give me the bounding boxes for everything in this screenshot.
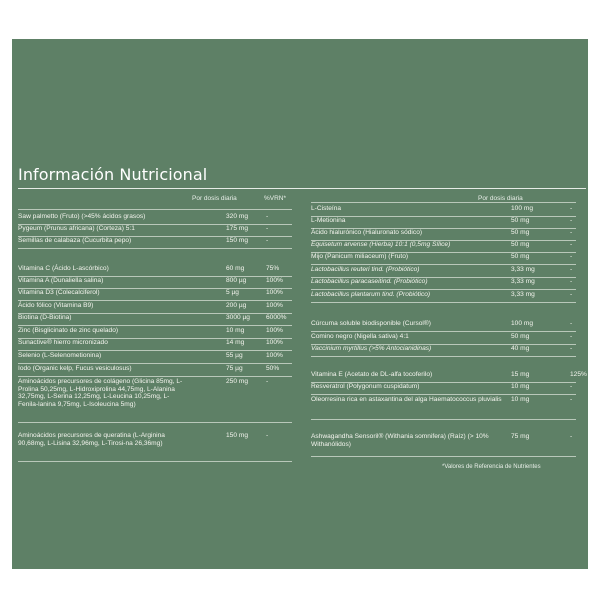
vrn-value: -: [266, 213, 269, 220]
row-divider: [311, 264, 576, 265]
nutrient-name: Vitamina A (Dunaliella salina): [18, 277, 104, 284]
dose-value: 3,33 mg: [511, 266, 535, 273]
vrn-value: 100%: [266, 277, 283, 284]
dose-value: 3,33 mg: [511, 291, 535, 298]
header-divider: [18, 209, 292, 210]
title-divider: [18, 188, 586, 189]
dose-value: 3000 µg: [226, 314, 250, 321]
page-title: Información Nutricional: [18, 165, 208, 184]
nutrient-name: Lactobacillus plantarum tind. (Probiótico): [311, 291, 431, 298]
vrn-value: -: [570, 333, 573, 340]
nutrient-name: Lactobacillus reuteri tind. (Probiótico): [311, 266, 420, 273]
dose-value: 40 mg: [511, 345, 530, 352]
left-table-row: [18, 432, 292, 462]
nutrient-name: Mijo (Panicum miliaceum) (Fruto): [311, 253, 409, 260]
dose-value: 5 µg: [226, 289, 239, 296]
row-divider: [18, 325, 292, 326]
dose-value: 100 mg: [511, 205, 533, 212]
dose-value: 100 mg: [511, 320, 533, 327]
right-table-row: [311, 433, 576, 457]
row-divider: [18, 461, 292, 462]
nutrient-name: Semillas de calabaza (Cucurbita pepo): [18, 237, 132, 244]
row-divider: [311, 289, 576, 290]
nutrient-name: Zinc (Bisglicinato de zinc quelado): [18, 327, 119, 334]
nutrient-name: Biotina (D-Biotina): [18, 314, 72, 321]
dose-value: 175 mg: [226, 225, 248, 232]
dose-value: 150 mg: [226, 237, 248, 244]
dose-value: 75 µg: [226, 365, 243, 372]
row-divider: [18, 350, 292, 351]
nutrient-name: Resveratrol (Polygonum cuspidatum): [311, 383, 420, 390]
dose-value: 200 µg: [226, 302, 247, 309]
vrn-value: -: [570, 229, 573, 236]
dose-value: 50 mg: [511, 241, 530, 248]
dose-value: 50 mg: [511, 217, 530, 224]
vrn-value: -: [266, 432, 269, 439]
row-divider: [18, 363, 292, 364]
nutrient-name: L-Metionina: [311, 217, 346, 224]
vrn-value: -: [570, 241, 573, 248]
right-table-row: [311, 396, 576, 420]
nutrient-name: L-Cisteína: [311, 205, 342, 212]
left-table-row: [18, 378, 292, 423]
dose-value: 250 mg: [226, 378, 248, 385]
dose-value: 10 mg: [511, 383, 530, 390]
nutrient-name: Comino negro (Nigella sativa) 4:1: [311, 333, 409, 340]
vrn-value: -: [570, 396, 573, 403]
vrn-value: -: [570, 253, 573, 260]
vrn-value: -: [266, 237, 269, 244]
vrn-value: 100%: [266, 352, 283, 359]
footnote: *Valores de Referencia de Nutrientes: [442, 464, 541, 470]
nutrient-name: Ácido fólico (Vitamina B9): [18, 302, 94, 309]
vrn-value: 75%: [266, 265, 280, 272]
row-divider: [311, 419, 576, 420]
row-divider: [18, 376, 292, 377]
dose-value: 320 mg: [226, 213, 248, 220]
nutrient-name: Vitamina E (Acetato de DL-alfa tocoferilo): [311, 371, 433, 378]
nutrient-name: Equisetum arvense (Hierba) 10:1 (0,5mg Sílice): [311, 241, 451, 248]
header-divider: [311, 202, 576, 203]
dose-value: 55 µg: [226, 352, 243, 359]
nutrient-name: Lactobacillus paracaseitind. (Probiótico): [311, 278, 428, 285]
row-divider: [311, 394, 576, 395]
dose-value: 75 mg: [511, 433, 530, 440]
row-divider: [311, 356, 576, 357]
vrn-value: -: [266, 378, 269, 385]
row-divider: [311, 456, 576, 457]
nutrient-name: Ashwagandha Sensoril® (Withania somnifera) (Raíz) (> 10% Withanólidos): [311, 433, 489, 448]
dose-value: 60 mg: [226, 265, 245, 272]
dose-value: 10 mg: [511, 396, 530, 403]
dose-value: 3,33 mg: [511, 278, 535, 285]
nutrient-name: Vitamina C (Ácido L-ascórbico): [18, 265, 109, 272]
dose-value: 150 mg: [226, 432, 248, 439]
dose-value: 800 µg: [226, 277, 247, 284]
row-divider: [311, 331, 576, 332]
dose-value: 10 mg: [226, 327, 245, 334]
nutrient-name: Vitamina D3 (Colecalciferol): [18, 289, 100, 296]
nutrient-name: Saw palmetto (Fruto) (>45% ácidos grasos): [18, 213, 146, 220]
dose-value: 14 mg: [226, 339, 245, 346]
vrn-value: -: [570, 266, 573, 273]
vrn-value: 50%: [266, 365, 280, 372]
right-dose-header: Por dosis diaria: [478, 195, 523, 202]
row-divider: [18, 422, 292, 423]
nutrient-name: Aminoácidos precursores de queratina (L-Arginina 90,68mg, L-Lisina 32,96mg, L-Tirosi-na 26,36mg): [18, 432, 165, 447]
row-divider: [311, 302, 576, 303]
vrn-value: 100%: [266, 289, 283, 296]
nutrient-name: Selenio (L-Selenometionina): [18, 352, 102, 359]
dose-value: 50 mg: [511, 333, 530, 340]
nutrient-name: Pygeum (Prunus africana) (Corteza) 5:1: [18, 225, 135, 232]
nutrient-name: Oleorresina rica en astaxantina del alga Haematococcus pluvialis: [311, 396, 502, 403]
vrn-value: -: [570, 433, 573, 440]
dose-value: 50 mg: [511, 253, 530, 260]
dose-value: 50 mg: [511, 229, 530, 236]
nutrient-name: Ácido hialurónico (Hialuronato sódico): [311, 229, 423, 236]
vrn-value: 100%: [266, 339, 283, 346]
vrn-value: -: [570, 217, 573, 224]
vrn-value: -: [570, 383, 573, 390]
vrn-value: -: [570, 278, 573, 285]
left-dose-header: Por dosis diaria: [192, 195, 237, 202]
vrn-value: -: [266, 225, 269, 232]
nutrient-name: Sunactive® hierro micronizado: [18, 339, 108, 346]
nutrient-name: Iodo (Organic kelp, Fucus vesiculosus): [18, 365, 132, 372]
nutrient-name: Aminoácidos precursores de colágeno (Glicina 85mg, L-Prolina 50,25mg, L-Hidroxiprolina 44,75mg, L-Alanina 32,75mg, L-Serina 12,25mg, L-Leucina 10,25mg, L-Fenila-lanina 9,75mg, L-Isoleucina 5mg): [18, 378, 183, 408]
row-divider: [18, 248, 292, 249]
nutrient-name: Cúrcuma soluble biodisponible (Cursol®): [311, 320, 431, 327]
vrn-value: -: [570, 320, 573, 327]
vrn-value: 100%: [266, 302, 283, 309]
vrn-value: 6000%: [266, 314, 287, 321]
left-vrn-header: %VRN*: [264, 195, 287, 202]
vrn-value: -: [570, 291, 573, 298]
vrn-value: -: [570, 345, 573, 352]
nutrient-name: Vaccinium myrtillus (>5% Antocianidinas): [311, 345, 432, 352]
vrn-value: 125%: [570, 371, 587, 378]
vrn-value: -: [570, 205, 573, 212]
vrn-value: 100%: [266, 327, 283, 334]
dose-value: 15 mg: [511, 371, 530, 378]
row-divider: [18, 300, 292, 301]
